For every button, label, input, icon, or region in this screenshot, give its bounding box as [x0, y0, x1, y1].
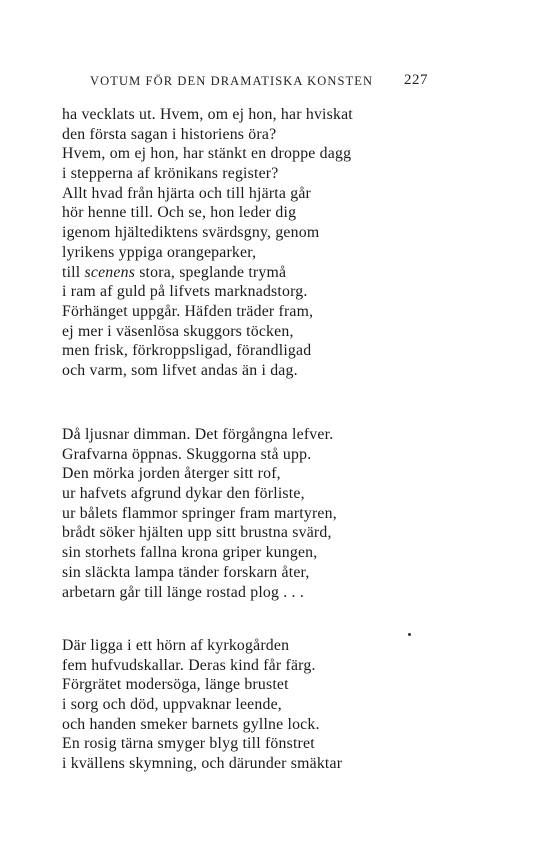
- poem-line: och handen smeker barnets gyllne lock.: [62, 715, 320, 733]
- poem-line: sin släckta lampa tänder forskarn åter,: [62, 563, 310, 581]
- poem-line: En rosig tärna smyger blyg till fönstret: [62, 735, 315, 753]
- poem-line: Där ligga i ett hörn af kyrkogården: [62, 637, 290, 654]
- stanza-1: [62, 105, 422, 381]
- stanza-3: [62, 636, 422, 774]
- poem-line-suffix: stora, speglande trymå: [135, 263, 287, 281]
- poem-line: den första sagan i historiens öra?: [62, 125, 277, 143]
- poem-line: ej mer i väsenlösa skuggors töcken,: [62, 322, 294, 340]
- poem-line: igenom hjältediktens svärdsgny, genom: [62, 224, 320, 242]
- poem-line: Förgrätet modersöga, länge brustet: [62, 676, 289, 694]
- poem-line: ur hafvets afgrund dykar den förliste,: [62, 485, 305, 503]
- poem-line: hör henne till. Och se, hon leder dig: [62, 204, 297, 222]
- poem-line: Den mörka jorden återger sitt rof,: [62, 465, 281, 483]
- running-head: [62, 74, 428, 94]
- poem-line-with-italic: [62, 263, 422, 283]
- poem-line: brådt söker hjälten upp sitt brustna svärd,: [62, 524, 332, 542]
- poem-line: Grafvarna öppnas. Skuggorna stå upp.: [62, 445, 312, 463]
- poem-line-prefix: till: [62, 263, 85, 281]
- poem-line: Då ljusnar dimman. Det förgångna lefver.: [62, 426, 334, 443]
- italic-word: scenens: [84, 263, 136, 281]
- poem-line: sin storhets fallna krona griper kungen,: [62, 544, 318, 562]
- poem-line: lyrikens yppiga orangeparker,: [62, 243, 257, 261]
- poem-line: i ram af guld på lifvets marknadstorg.: [62, 283, 308, 301]
- poem-line: och varm, som lifvet andas än i dag.: [62, 361, 298, 379]
- page-number: 227: [404, 72, 428, 88]
- poem-line: ha vecklats ut. Hvem, om ej hon, har hviskat: [62, 106, 353, 123]
- stanza-2: [62, 425, 422, 602]
- poem-line: Hvem, om ej hon, har stänkt en droppe dagg: [62, 145, 352, 163]
- poem-line: i kvällens skymning, och därunder smäktar: [62, 755, 343, 773]
- poem-line: ur bålets flammor springer fram martyren,: [62, 504, 337, 522]
- poem-line: i stepperna af krönikans register?: [62, 165, 279, 183]
- poem-line: men frisk, förkroppsligad, förandligad: [62, 342, 312, 360]
- running-title: VOTUM FÖR DEN DRAMATISKA KONSTEN: [90, 74, 374, 88]
- poem-line: Förhänget uppgår. Häfden träder fram,: [62, 302, 314, 320]
- poem-line: fem hufvudskallar. Deras kind får färg.: [62, 656, 316, 674]
- poem-line: Allt hvad från hjärta och till hjärta går: [62, 184, 312, 202]
- poem-line: i sorg och död, uppvaknar leende,: [62, 696, 282, 714]
- poem-line: arbetarn går till länge rostad plog . . .: [62, 583, 305, 601]
